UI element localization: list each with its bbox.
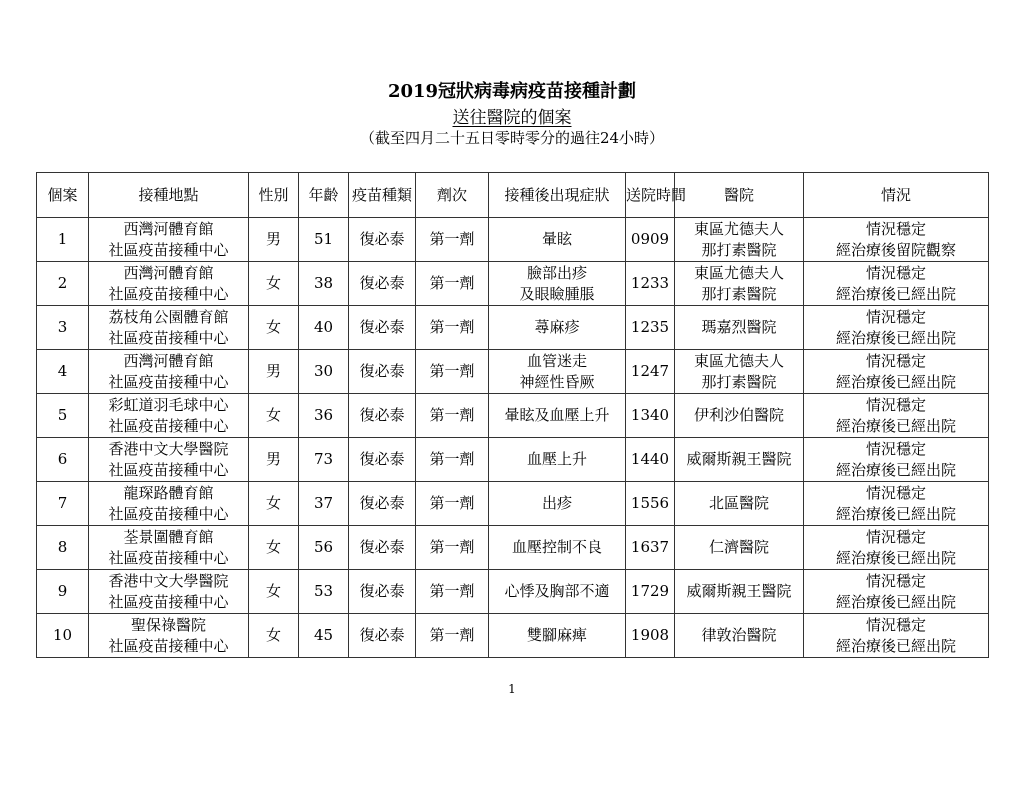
- table-row: [37, 614, 989, 658]
- case-number-cell: 10: [37, 614, 89, 658]
- status-cell: 情況穩定 經治療後已經出院: [804, 526, 989, 570]
- status-cell: 情況穩定 經治療後已經出院: [804, 394, 989, 438]
- hospital-cell: 東區尤德夫人 那打素醫院: [675, 262, 804, 306]
- hospital-cell: 北區醫院: [675, 482, 804, 526]
- admission-time-cell: 1233: [626, 262, 675, 306]
- column-header: 情況: [804, 173, 989, 218]
- venue-cell: 香港中文大學醫院 社區疫苗接種中心: [89, 570, 249, 614]
- vaccine-cell: 復必泰: [349, 570, 416, 614]
- venue-cell: 西灣河體育館 社區疫苗接種中心: [89, 218, 249, 262]
- status-cell: 情況穩定 經治療後留院觀察: [804, 218, 989, 262]
- dose-cell: 第一劑: [416, 306, 489, 350]
- symptoms-cell: 暈眩: [489, 218, 626, 262]
- symptoms-cell: 血壓控制不良: [489, 526, 626, 570]
- sex-cell: 男: [249, 218, 299, 262]
- vaccine-cell: 復必泰: [349, 218, 416, 262]
- status-cell: 情況穩定 經治療後已經出院: [804, 438, 989, 482]
- case-number-cell: 2: [37, 262, 89, 306]
- hospital-cell: 律敦治醫院: [675, 614, 804, 658]
- age-cell: 40: [299, 306, 349, 350]
- admission-time-cell: 1340: [626, 394, 675, 438]
- table-row: [37, 350, 989, 394]
- column-header: 年齡: [299, 173, 349, 218]
- status-cell: 情況穩定 經治療後已經出院: [804, 306, 989, 350]
- admission-time-cell: 0909: [626, 218, 675, 262]
- page-number: 1: [508, 682, 516, 696]
- age-cell: 53: [299, 570, 349, 614]
- hospital-cell: 瑪嘉烈醫院: [675, 306, 804, 350]
- age-cell: 51: [299, 218, 349, 262]
- symptoms-cell: 心悸及胸部不適: [489, 570, 626, 614]
- vaccine-cell: 復必泰: [349, 438, 416, 482]
- symptoms-cell: 血管迷走 神經性昏厥: [489, 350, 626, 394]
- vaccine-cell: 復必泰: [349, 614, 416, 658]
- venue-cell: 龍琛路體育館 社區疫苗接種中心: [89, 482, 249, 526]
- vaccine-cell: 復必泰: [349, 306, 416, 350]
- dose-cell: 第一劑: [416, 262, 489, 306]
- table-row: [37, 262, 989, 306]
- admission-time-cell: 1235: [626, 306, 675, 350]
- age-cell: 36: [299, 394, 349, 438]
- age-cell: 73: [299, 438, 349, 482]
- hospital-cell: 東區尤德夫人 那打素醫院: [675, 350, 804, 394]
- sex-cell: 男: [249, 438, 299, 482]
- hospital-cell: 威爾斯親王醫院: [675, 438, 804, 482]
- column-header: 疫苗種類: [349, 173, 416, 218]
- table-header-row: [37, 173, 989, 218]
- sex-cell: 女: [249, 394, 299, 438]
- venue-cell: 聖保祿醫院 社區疫苗接種中心: [89, 614, 249, 658]
- age-cell: 45: [299, 614, 349, 658]
- symptoms-cell: 暈眩及血壓上升: [489, 394, 626, 438]
- admission-time-cell: 1729: [626, 570, 675, 614]
- vaccine-cell: 復必泰: [349, 350, 416, 394]
- dose-cell: 第一劑: [416, 526, 489, 570]
- age-cell: 37: [299, 482, 349, 526]
- case-number-cell: 7: [37, 482, 89, 526]
- column-header: 送院時間: [626, 173, 675, 218]
- symptoms-cell: 雙腳麻痺: [489, 614, 626, 658]
- case-number-cell: 5: [37, 394, 89, 438]
- venue-cell: 荃景圍體育館 社區疫苗接種中心: [89, 526, 249, 570]
- case-number-cell: 6: [37, 438, 89, 482]
- case-number-cell: 8: [37, 526, 89, 570]
- symptoms-cell: 臉部出疹 及眼瞼腫脹: [489, 262, 626, 306]
- hospital-cases-table: [36, 172, 989, 658]
- table-row: [37, 570, 989, 614]
- venue-cell: 西灣河體育館 社區疫苗接種中心: [89, 350, 249, 394]
- sex-cell: 女: [249, 482, 299, 526]
- column-header: 醫院: [675, 173, 804, 218]
- sex-cell: 女: [249, 526, 299, 570]
- venue-cell: 彩虹道羽毛球中心 社區疫苗接種中心: [89, 394, 249, 438]
- admission-time-cell: 1637: [626, 526, 675, 570]
- sex-cell: 女: [249, 614, 299, 658]
- column-header: 接種地點: [89, 173, 249, 218]
- table-body: [37, 218, 989, 658]
- column-header: 劑次: [416, 173, 489, 218]
- venue-cell: 荔枝角公園體育館 社區疫苗接種中心: [89, 306, 249, 350]
- sex-cell: 女: [249, 306, 299, 350]
- symptoms-cell: 出疹: [489, 482, 626, 526]
- admission-time-cell: 1440: [626, 438, 675, 482]
- dose-cell: 第一劑: [416, 482, 489, 526]
- sex-cell: 女: [249, 262, 299, 306]
- column-header: 接種後出現症狀: [489, 173, 626, 218]
- sex-cell: 男: [249, 350, 299, 394]
- vaccine-cell: 復必泰: [349, 482, 416, 526]
- admission-time-cell: 1556: [626, 482, 675, 526]
- table-row: [37, 526, 989, 570]
- dose-cell: 第一劑: [416, 438, 489, 482]
- vaccine-cell: 復必泰: [349, 526, 416, 570]
- status-cell: 情況穩定 經治療後已經出院: [804, 350, 989, 394]
- vaccine-cell: 復必泰: [349, 262, 416, 306]
- table-row: [37, 394, 989, 438]
- hospital-cell: 伊利沙伯醫院: [675, 394, 804, 438]
- admission-time-cell: 1247: [626, 350, 675, 394]
- cutoff-note: （截至四月二十五日零時零分的過往24小時）: [359, 129, 665, 147]
- venue-cell: 西灣河體育館 社區疫苗接種中心: [89, 262, 249, 306]
- column-header: 個案: [37, 173, 89, 218]
- venue-cell: 香港中文大學醫院 社區疫苗接種中心: [89, 438, 249, 482]
- status-cell: 情況穩定 經治療後已經出院: [804, 614, 989, 658]
- hospital-cell: 仁濟醫院: [675, 526, 804, 570]
- vaccine-cell: 復必泰: [349, 394, 416, 438]
- symptoms-cell: 蕁麻疹: [489, 306, 626, 350]
- hospital-cell: 威爾斯親王醫院: [675, 570, 804, 614]
- dose-cell: 第一劑: [416, 614, 489, 658]
- status-cell: 情況穩定 經治療後已經出院: [804, 262, 989, 306]
- column-header: 性別: [249, 173, 299, 218]
- symptoms-cell: 血壓上升: [489, 438, 626, 482]
- case-number-cell: 9: [37, 570, 89, 614]
- dose-cell: 第一劑: [416, 350, 489, 394]
- age-cell: 56: [299, 526, 349, 570]
- page-title: 2019冠狀病毒病疫苗接種計劃: [387, 81, 637, 102]
- page-subtitle: 送往醫院的個案: [452, 108, 572, 128]
- status-cell: 情況穩定 經治療後已經出院: [804, 570, 989, 614]
- table-row: [37, 218, 989, 262]
- case-number-cell: 3: [37, 306, 89, 350]
- case-number-cell: 1: [37, 218, 89, 262]
- age-cell: 30: [299, 350, 349, 394]
- admission-time-cell: 1908: [626, 614, 675, 658]
- sex-cell: 女: [249, 570, 299, 614]
- table-row: [37, 306, 989, 350]
- age-cell: 38: [299, 262, 349, 306]
- case-number-cell: 4: [37, 350, 89, 394]
- table-row: [37, 482, 989, 526]
- dose-cell: 第一劑: [416, 394, 489, 438]
- dose-cell: 第一劑: [416, 570, 489, 614]
- hospital-cell: 東區尤德夫人 那打素醫院: [675, 218, 804, 262]
- dose-cell: 第一劑: [416, 218, 489, 262]
- table-row: [37, 438, 989, 482]
- status-cell: 情況穩定 經治療後已經出院: [804, 482, 989, 526]
